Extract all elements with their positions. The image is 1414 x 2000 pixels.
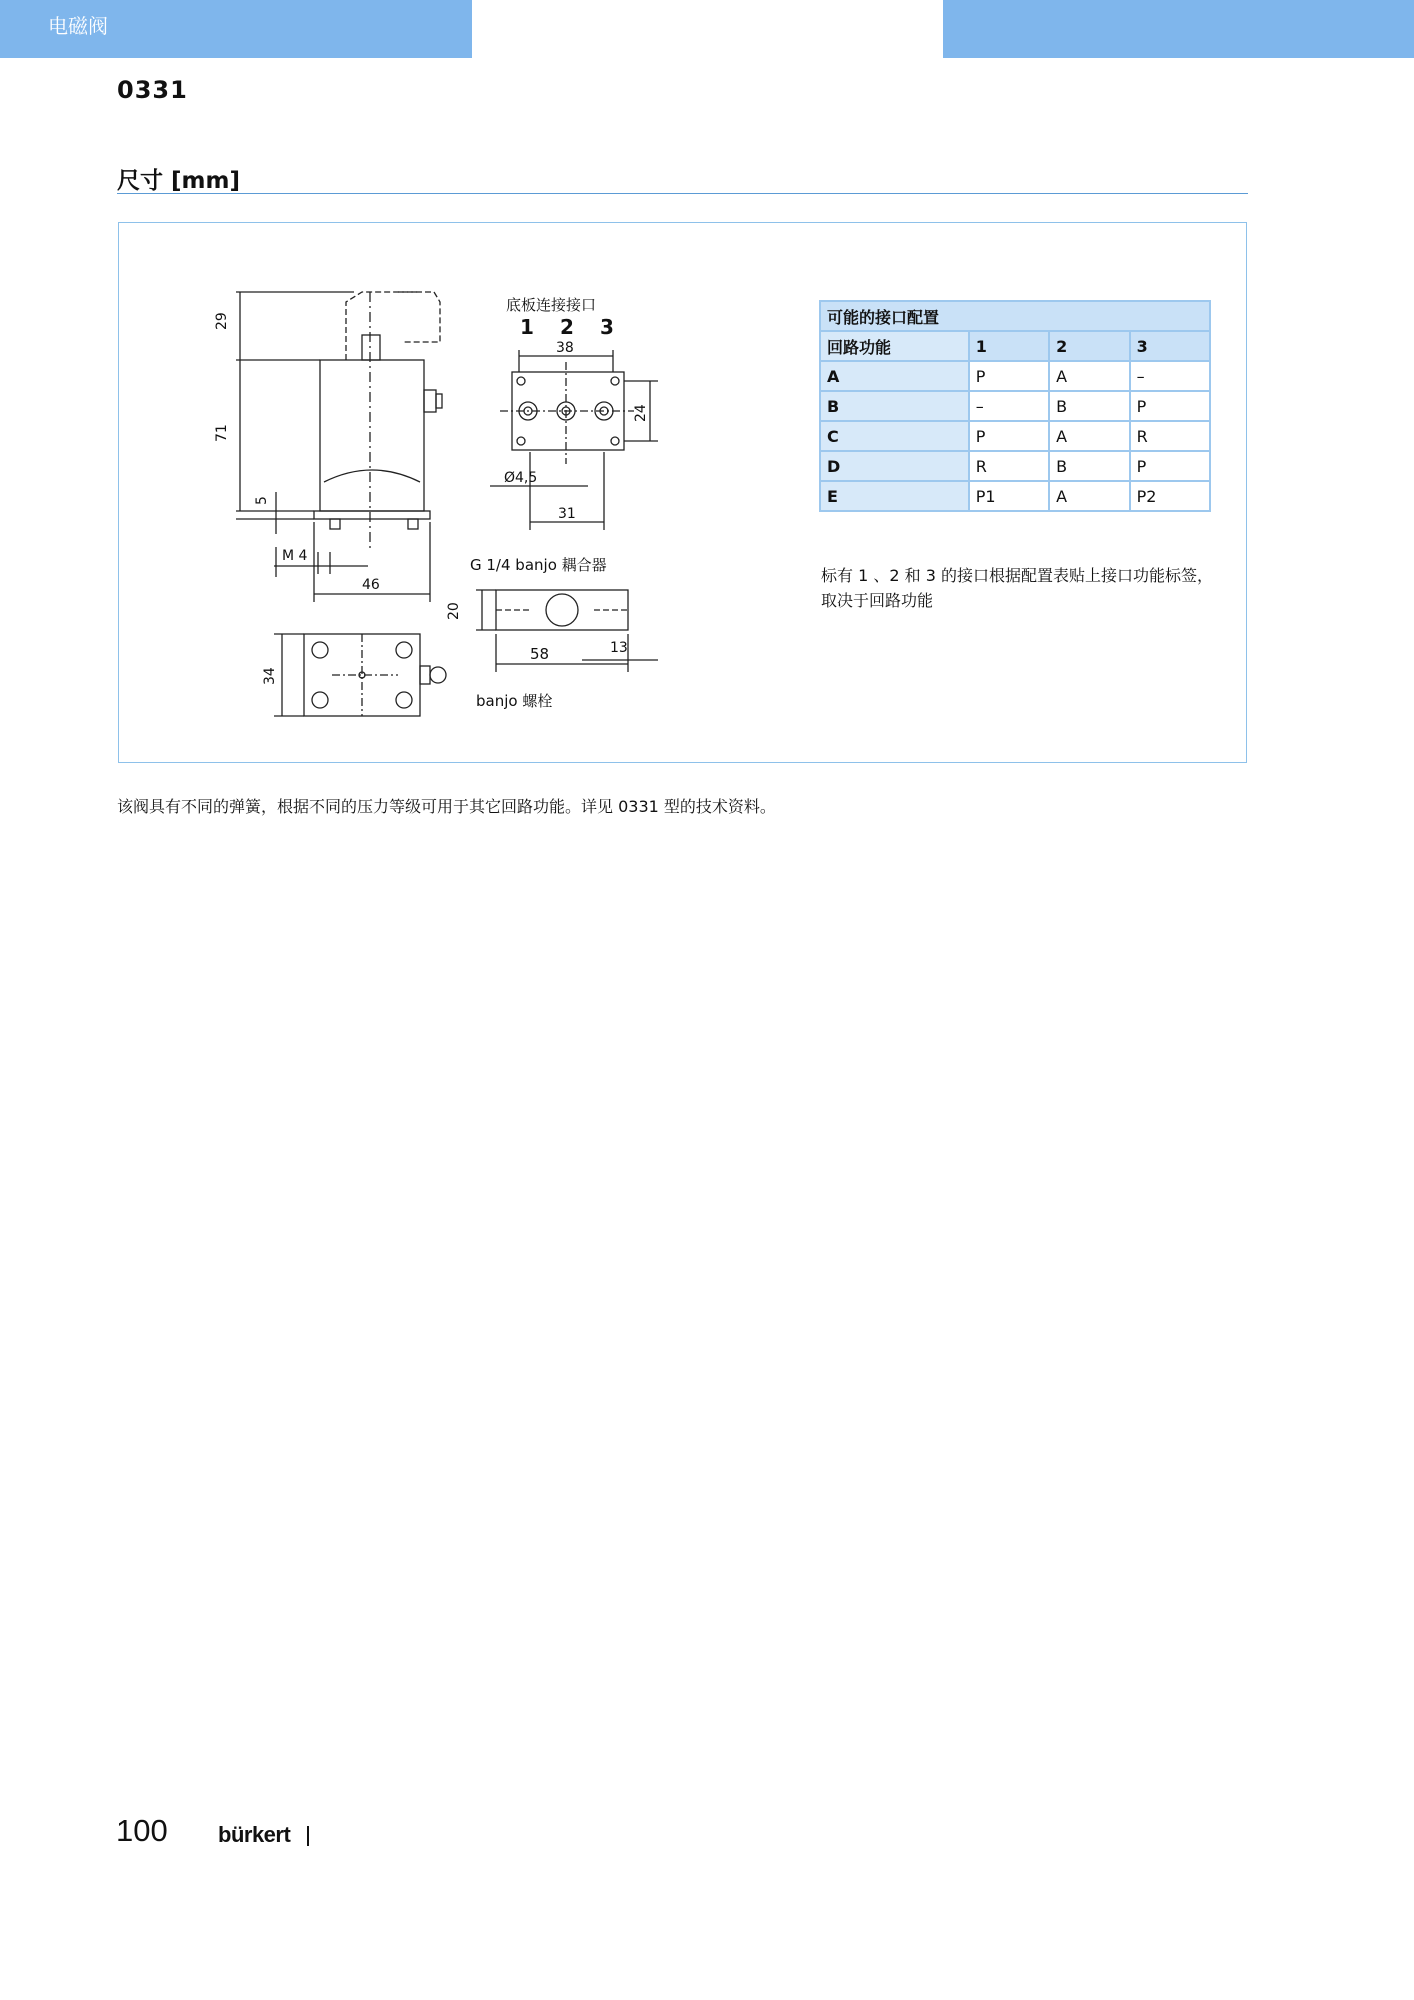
connector-plug (398, 292, 440, 342)
table-cell: D (820, 451, 969, 481)
mount-hole (517, 437, 525, 445)
valve-stem (362, 335, 380, 360)
body-text: 该阀具有不同的弹簧，根据不同的压力等级可用于其它回路功能。详见 0331 型的技术资料。 (117, 797, 776, 816)
valve-base-plate (314, 511, 430, 519)
table-row (820, 481, 1210, 511)
connector-outline (346, 292, 418, 360)
dim-top-height: 29 (214, 312, 230, 330)
side-screw (436, 394, 442, 408)
side-lug (424, 390, 436, 412)
table-cell: C (820, 421, 969, 451)
table-row (820, 451, 1210, 481)
table-cell: B (1049, 391, 1129, 421)
table-cell: – (969, 391, 1049, 421)
table-cell: R (969, 451, 1049, 481)
dim-base-width: 38 (556, 340, 574, 356)
port-label-2: 2 (560, 315, 574, 339)
table-row (820, 391, 1210, 421)
dimension-drawing (118, 222, 678, 763)
table-cell: A (1049, 421, 1129, 451)
banjo-bore (546, 594, 578, 626)
table-cell: P2 (1130, 481, 1210, 511)
table-cell: E (820, 481, 969, 511)
dim-body-height: 71 (214, 424, 230, 442)
dim-banjo-height: 20 (446, 602, 462, 620)
table-header-port1: 1 (969, 331, 1049, 361)
dim-width: 46 (362, 577, 380, 593)
dim-banjo-offset: 13 (610, 640, 628, 656)
section-title: 尺寸 [mm] (117, 168, 240, 194)
table-cell: A (1049, 481, 1129, 511)
model-number: 0331 (117, 76, 188, 104)
table-header-port3: 3 (1130, 331, 1210, 361)
dim-bottom-depth: 34 (262, 667, 278, 685)
brand-divider (307, 1826, 309, 1846)
port-label-1: 1 (520, 315, 534, 339)
dim-hole-diameter: Ø4,5 (504, 470, 538, 486)
table-cell: – (1130, 361, 1210, 391)
table-cell: P (969, 421, 1049, 451)
dim-base-height-24: 24 (633, 404, 649, 422)
table-cell: P (1130, 451, 1210, 481)
dim-port-pitch: 31 (558, 506, 576, 522)
dim-base-height: 5 (254, 496, 270, 505)
mount-hole (517, 377, 525, 385)
table-row (820, 361, 1210, 391)
port-note: 标有 1 、2 和 3 的接口根据配置表贴上接口功能标签，取决于回路功能 (821, 566, 1213, 610)
table-cell: P (969, 361, 1049, 391)
table-row (820, 421, 1210, 451)
mount-hole (611, 377, 619, 385)
banjo-bolt-label: banjo 螺栓 (476, 692, 553, 710)
page-number: 100 (116, 1813, 168, 1848)
valve-body-outline (320, 360, 424, 511)
table-cell: B (820, 391, 969, 421)
base-ports-title: 底板连接接口 (506, 296, 597, 314)
base-foot-right (408, 519, 418, 529)
valve-dome-line (324, 470, 420, 482)
mount-hole (611, 437, 619, 445)
table-caption: 可能的接口配置 (820, 301, 1210, 331)
dim-banjo-length: 58 (530, 645, 550, 663)
port-label-3: 3 (600, 315, 614, 339)
bottom-view-knob (430, 667, 446, 683)
section-divider (117, 193, 1248, 194)
dim-thread: M 4 (282, 548, 308, 564)
table-cell: P1 (969, 481, 1049, 511)
table-cell: P (1130, 391, 1210, 421)
brand-logo: bürkert (218, 1822, 291, 1847)
table-cell: B (1049, 451, 1129, 481)
base-foot-left (330, 519, 340, 529)
header-right-bar (943, 0, 1414, 58)
header-category: 电磁阀 (48, 14, 108, 38)
table-cell: R (1130, 421, 1210, 451)
table-cell: A (820, 361, 969, 391)
banjo-coupler-label: G 1/4 banjo 耦合器 (470, 556, 607, 574)
table-header-port2: 2 (1049, 331, 1129, 361)
table-cell: A (1049, 361, 1129, 391)
table-header-function: 回路功能 (820, 331, 969, 361)
header-category-bar (0, 0, 472, 58)
port-config-table (819, 300, 1211, 512)
